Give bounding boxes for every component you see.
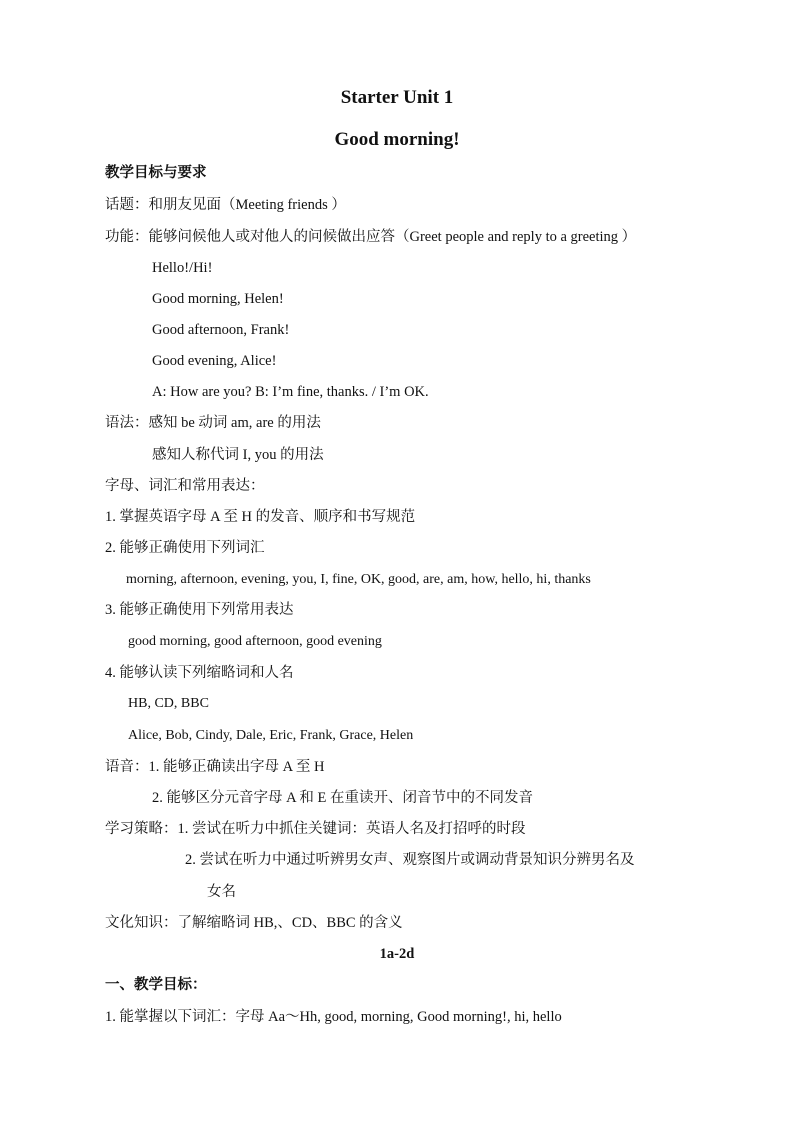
expression-list: good morning, good afternoon, good evening <box>128 634 382 649</box>
culture-line: 文化知识：了解缩略词 HB,、CD、BBC 的含义 <box>105 915 403 931</box>
section-heading: 1a-2d <box>379 946 415 962</box>
pronunciation-line: 语音：1. 能够正确读出字母 A 至 H <box>105 759 325 775</box>
vocab-item: 2. 能够正确使用下列词汇 <box>105 540 265 556</box>
vocab-word-list: morning, afternoon, evening, you, I, fine, OK, good, are, am, how, hello, hi, thanks <box>126 572 591 587</box>
dialog-line: Good afternoon, Frank! <box>152 322 290 338</box>
function-line: 功能：能够问候他人或对他人的问候做出应答（Greet people and reply to a greeting ） <box>105 229 637 245</box>
dialog-line: Good morning, Helen! <box>152 291 284 307</box>
vocab-item: 1. 掌握英语字母 A 至 H 的发音、顺序和书写规范 <box>105 509 416 525</box>
dialog-line: Good evening, Alice! <box>152 353 277 369</box>
dialog-line: A: How are you? B: I’m fine, thanks. / I’m OK. <box>152 384 429 400</box>
strategy-line: 女名 <box>207 884 236 900</box>
grammar-line: 语法：感知 be 动词 am, are 的用法 <box>105 415 321 431</box>
grammar-line: 感知人称代词 I, you 的用法 <box>152 447 324 463</box>
abbreviation-list: HB, CD, BBC <box>128 696 209 711</box>
name-list: Alice, Bob, Cindy, Dale, Eric, Frank, Grace, Helen <box>128 728 414 743</box>
dialog-line: Hello!/Hi! <box>152 260 213 276</box>
goals-heading: 教学目标与要求 <box>105 165 207 181</box>
vocab-item: 4. 能够认读下列缩略词和人名 <box>105 665 294 681</box>
page-title: Starter Unit 1 <box>340 87 454 108</box>
vocab-item: 3. 能够正确使用下列常用表达 <box>105 602 294 618</box>
vocab-heading: 字母、词汇和常用表达： <box>105 478 265 494</box>
goal-item: 1. 能掌握以下词汇：字母 Aa～Hh, good, morning, Good morning!, hi, hello <box>105 1009 562 1025</box>
topic-line: 话题：和朋友见面（Meeting friends ） <box>105 197 346 213</box>
strategy-line: 学习策略：1. 尝试在听力中抓住关键词：英语人名及打招呼的时段 <box>105 821 526 837</box>
pronunciation-line: 2. 能够区分元音字母 A 和 E 在重读开、闭音节中的不同发音 <box>152 790 534 806</box>
strategy-line: 2. 尝试在听力中通过听辨男女声、观察图片或调动背景知识分辨男名及 <box>185 852 635 868</box>
page-subtitle: Good morning! <box>334 129 460 150</box>
teaching-goals-heading: 一、教学目标： <box>105 977 207 993</box>
